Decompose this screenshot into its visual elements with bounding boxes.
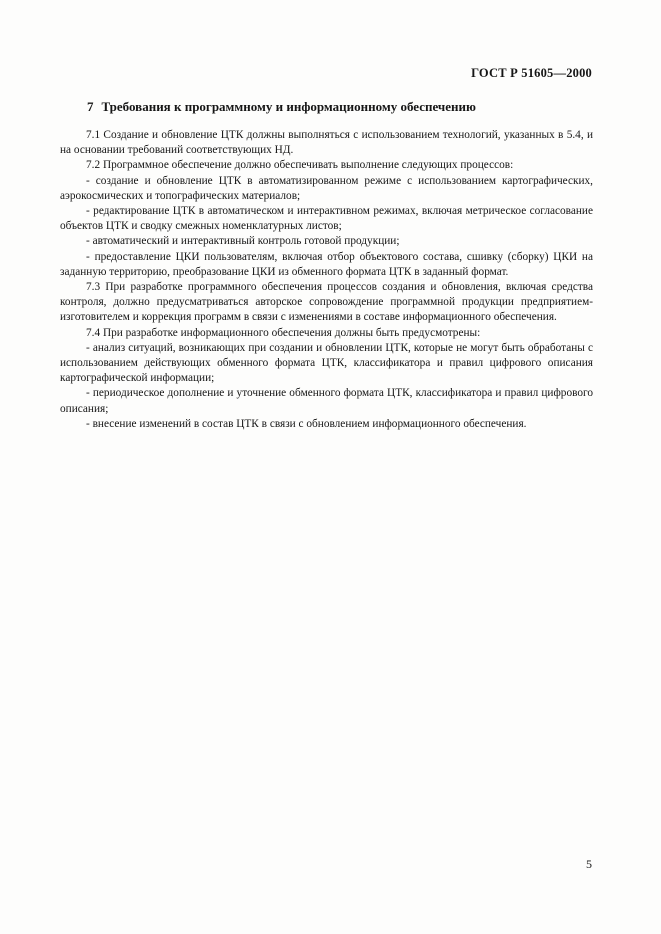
list-item: - создание и обновление ЦТК в автоматизированном режиме с использованием картографических, аэрокосмических и топографических материалов;	[60, 174, 593, 202]
section-body	[60, 128, 593, 432]
list-item: - редактирование ЦТК в автоматическом и интерактивном режимах, включая метрическое согласование объектов ЦТК и сводку смежных номенклатурных листов;	[60, 205, 593, 233]
list-item: - автоматический и интерактивный контроль готовой продукции;	[86, 235, 400, 248]
list-item: - внесение изменений в состав ЦТК в связи с обновлением информационного обеспечения.	[86, 417, 527, 430]
list-item: - периодическое дополнение и уточнение обменного формата ЦТК, классификатора и правил цифрового описания;	[60, 387, 593, 415]
section-title: Требования к программному и информационному обеспечению	[101, 99, 476, 114]
paragraph-7-1: 7.1 Создание и обновление ЦТК должны выполняться с использованием технологий, указанных в 5.4, и на основании требований соответствующих НД.	[60, 129, 593, 157]
section-number: 7	[87, 99, 94, 114]
paragraph-7-2: 7.2 Программное обеспечение должно обеспечивать выполнение следующих процессов:	[86, 159, 514, 172]
standard-code: ГОСТ Р 51605—2000	[471, 66, 592, 80]
list-item: - анализ ситуаций, возникающих при создании и обновлении ЦТК, которые не могут быть обработаны с использованием действующих обменного формата ЦТК, классификатора и правил цифрового описания картографической информации;	[60, 341, 593, 385]
list-item: - предоставление ЦКИ пользователям, включая отбор объектового состава, сшивку (сборку) ЦКИ на заданную территорию, преобразование ЦКИ из обменного формата ЦТК в заданный формат.	[60, 250, 593, 278]
section-heading	[87, 99, 476, 115]
page-number: 5	[586, 857, 592, 871]
paragraph-7-3: 7.3 При разработке программного обеспечения процессов создания и обновления, включая средства контроля, должно предусматриваться авторское сопровождение программной продукции предприятием-изготовителем и коррекция программ в связи с изменениями в составе информационного обеспечения.	[60, 281, 593, 324]
paragraph-7-4: 7.4 При разработке информационного обеспечения должны быть предусмотрены:	[86, 326, 481, 339]
